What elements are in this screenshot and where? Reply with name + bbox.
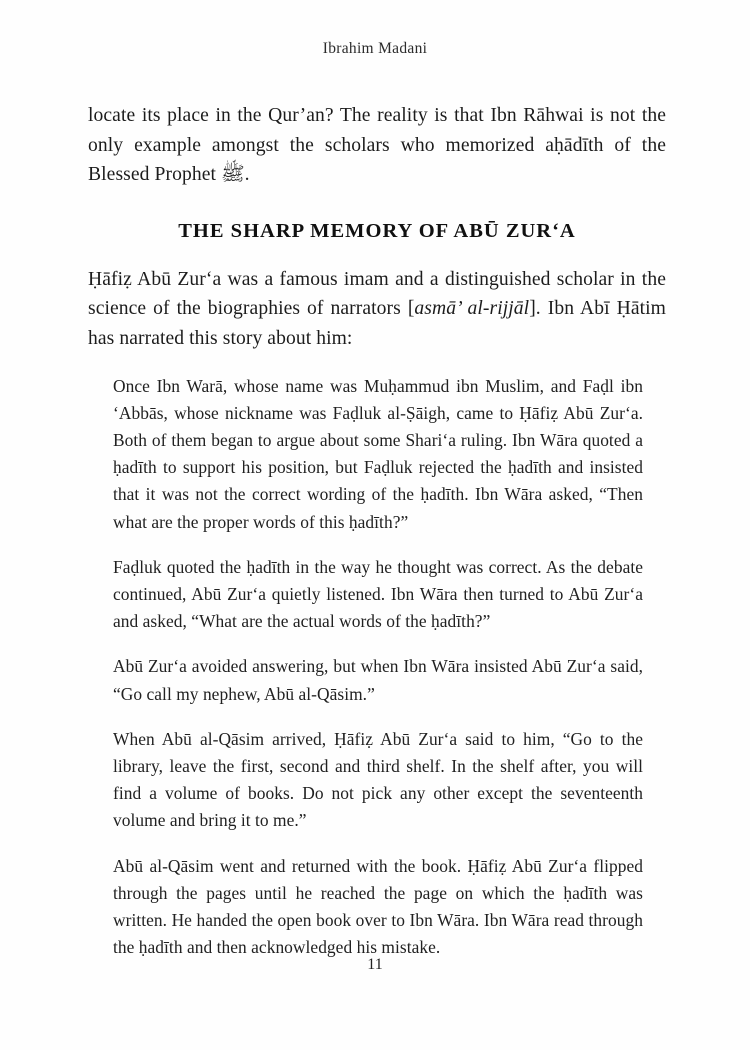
page-content [88, 101, 666, 961]
intro-text-part-1: Ḥāfiẓ Abū Zurʻa was a famous imam and a distinguished scholar in the science of the biographies of narrators [ [88, 268, 666, 320]
section-heading: THE SHARP MEMORY OF ABŪ ZURʻA [178, 219, 576, 242]
running-header: Ibrahim Madani [322, 40, 428, 57]
quote-paragraph-5: Abū al-Qāsim went and returned with the book. Ḥāfiẓ Abū Zurʻa flipped through the pages until he reached the page on which the ḥadīth was written. He handed the open book over to Ibn Wāra. Ibn Wāra read through the ḥadīth and then acknowledged his mistake. [113, 855, 643, 958]
page-number: 11 [367, 956, 383, 973]
narration-blockquote [113, 373, 643, 962]
body-paragraph-continuation: locate its place in the Qur’an? The reality is that Ibn Rāhwai is not the only example amongst the scholars who memorized aḥādīth of the Blessed Prophet ﷺ. [88, 105, 666, 186]
transliterated-term: asmā’ al-rijjāl [414, 298, 530, 320]
quote-paragraph-2: Faḍluk quoted the ḥadīth in the way he thought was correct. As the debate continued, Abū Zurʻa quietly listened. Ibn Wāra then turned to Abū Zurʻa and asked, “What are the actual words of the ḥadīth?” [113, 556, 643, 632]
quote-paragraph-3: Abū Zurʻa avoided answering, but when Ibn Wāra insisted Abū Zurʻa said, “Go call my nephew, Abū al-Qāsim.” [113, 656, 643, 704]
body-paragraph-intro [88, 265, 666, 354]
quote-paragraph-1: Once Ibn Warā, whose name was Muḥammud ibn Muslim, and Faḍl ibn ʻAbbās, whose nickname was Faḍluk al-Ṣāigh, came to Ḥāfiẓ Abū Zurʻa. Both of them began to argue about some Shariʻa ruling. Ibn Wāra quoted a ḥadīth to support his position, but Faḍluk rejected the ḥadīth and insisted that it was not the correct wording of the ḥadīth. Ibn Wāra asked, “Then what are the proper words of this ḥadīth?” [113, 375, 643, 532]
quote-paragraph-4: When Abū al-Qāsim arrived, Ḥāfiẓ Abū Zurʻa said to him, “Go to the library, leave the first, second and third shelf. In the shelf after, you will find a volume of books. Do not pick any other except the seventeenth volume and bring it to me.” [113, 728, 643, 831]
intro-text-part-2: ]. Ibn Abī Ḥātim has narrated this story about him: [88, 298, 666, 349]
